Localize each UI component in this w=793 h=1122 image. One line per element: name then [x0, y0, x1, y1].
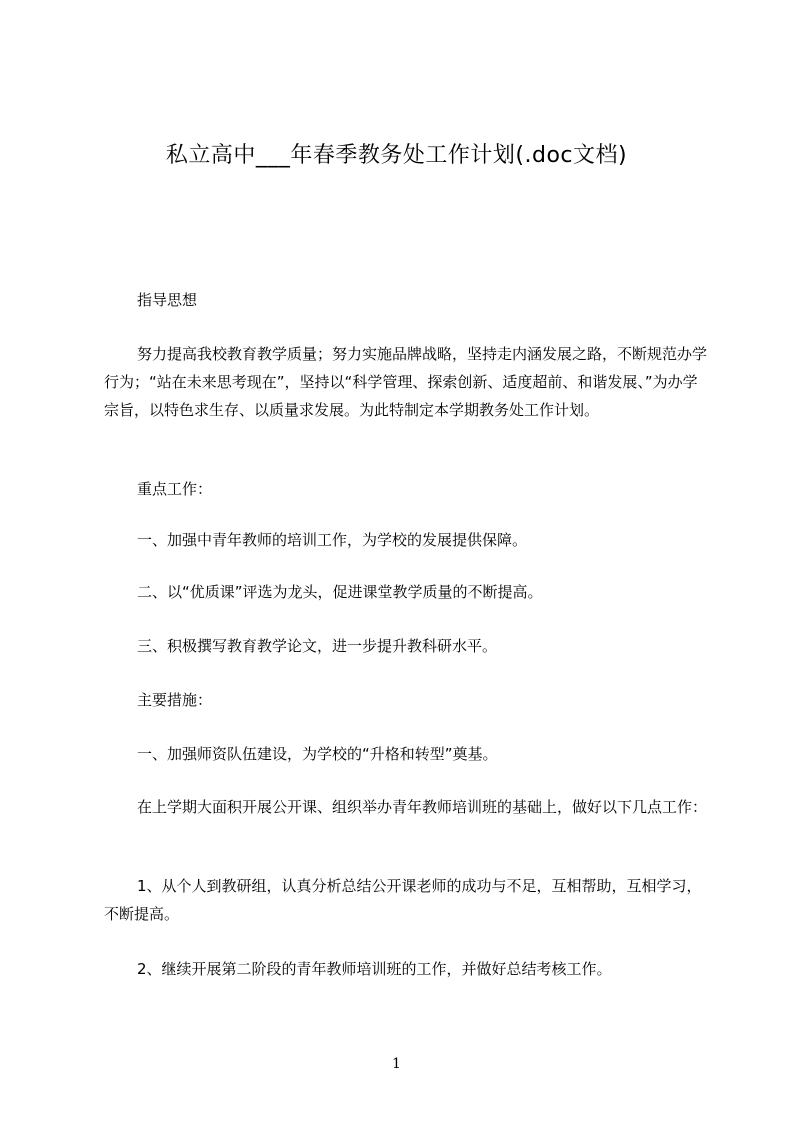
measure-subitem-2: 2、继续开展第二阶段的青年教师培训班的工作，并做好总结考核工作。: [137, 960, 612, 978]
key-work-item-2: 二、以“优质课”评选为龙头，促进课堂教学质量的不断提高。: [137, 583, 543, 601]
paragraph-measure-intro: 在上学期大面积开展公开课、组织举办青年教师培训班的基础上，做好以下几点工作：: [137, 798, 708, 816]
measure-item-1: 一、加强师资队伍建设，为学校的“升格和转型”奠基。: [137, 745, 498, 763]
page-number: 1: [392, 1056, 401, 1072]
heading-main-measures: 主要措施：: [137, 691, 213, 709]
paragraph-guiding-ideology: 努力提高我校教育教学质量；努力实施品牌战略，坚持走内涵发展之路，不断规范办学行为；“站在未来思考现在”，坚持以“科学管理、探索创新、适度超前、和谐发展、”为办学宗旨，以特色求生存、以质量求发展。为此特制定本学期教务处工作计划。: [104, 345, 708, 419]
heading-key-work: 重点工作：: [137, 480, 213, 498]
key-work-item-3: 三、积极撰写教育教学论文，进一步提升教科研水平。: [137, 637, 498, 655]
key-work-item-1: 一、加强中青年教师的培训工作，为学校的发展提供保障。: [137, 531, 528, 549]
document-title: 私立高中___年春季教务处工作计划(.doc文档): [165, 143, 628, 168]
heading-guiding-ideology: 指导思想: [137, 291, 198, 309]
measure-subitem-1: 1、从个人到教研组，认真分析总结公开课老师的成功与不足，互相帮助，互相学习，不断提高。: [104, 877, 702, 923]
